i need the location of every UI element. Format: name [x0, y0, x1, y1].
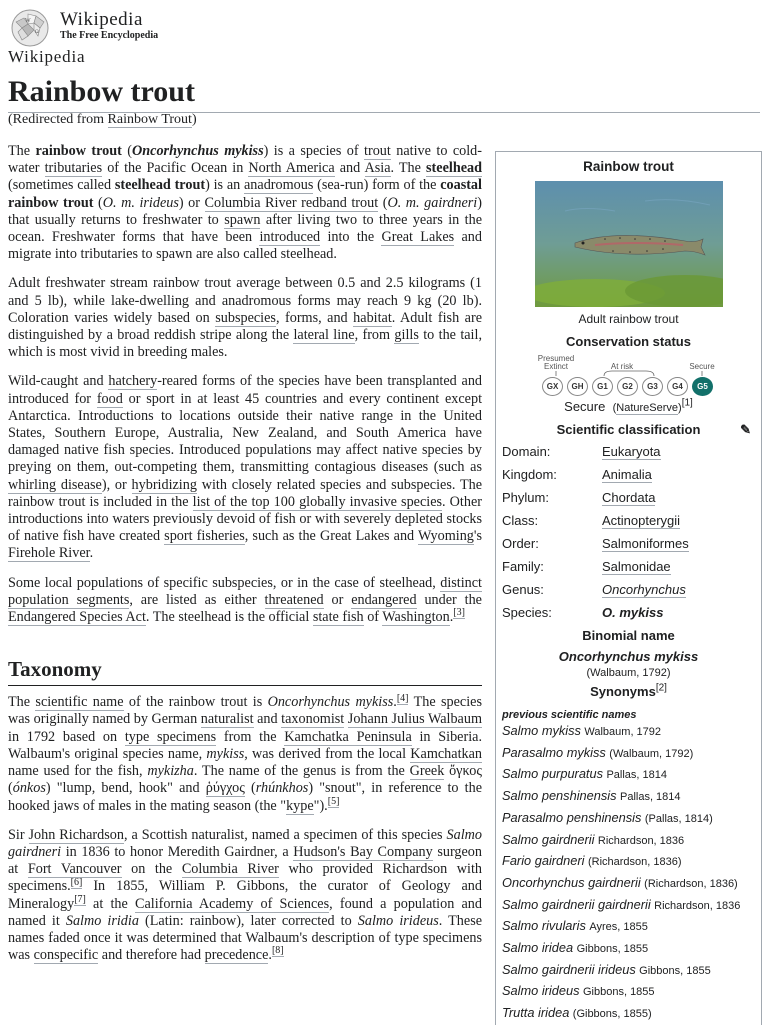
svg-text:W: W: [25, 18, 31, 24]
synonym-item: [496, 830, 761, 852]
link-endangered[interactable]: endangered: [351, 591, 417, 608]
link-wyoming[interactable]: Wyoming: [418, 528, 474, 545]
link-type-specimens[interactable]: type specimens: [124, 728, 217, 745]
link-kamchatkan[interactable]: Kamchatkan: [410, 745, 482, 762]
synonym-authority: Pallas, 1814: [619, 791, 681, 804]
link-oncorhynchus[interactable]: Oncorhynchus: [602, 582, 686, 597]
link-hatchery[interactable]: hatchery: [108, 373, 158, 390]
synonym-authority: Gibbons, 1855: [582, 986, 655, 999]
synonym-item: [496, 851, 761, 873]
lead-paragraph-3: Wild-caught and hatchery-reared forms of the species have been transplanted and introduced for food or sport in at least 45 countries and every continent except Antarctica. Introductions to locations outside their native range in the United States, Southern Europe, Australia, New Zealand, and South America have damaged native fish species. Introduced populations may affect native species by preying on them, out-competing them, transmitting contagious diseases (such as whirling disease), or hybridizing with closely related species and subspecies. The rainbow trout is included in the list of the top 100 globally invasive species. Other introductions into waters previously devoid of fish or with severely depleted stocks of native fish have created sport fisheries, such as the Great Lakes and Wyoming's Firehole River.: [8, 373, 483, 562]
taxonomy-paragraph-1: The scientific name of the rainbow trout is Oncorhynchus mykiss.[4] The species was originally named by German naturalist and taxonomist Johann Julius Walbaum in 1792 based on type specimens from the Kamchatka Peninsula in Siberia. Walbaum's original species name, mykiss, was derived from the local Kamchatkan name used for the fish, mykizha. The name of the genus is from the Greek ὄγκος (ónkos) "lump, bend, hook" and ῥύγχος (rhúnkhos) "snout", in reference to the hooked jaws of males in the mating season (the "kype").[5]: [8, 692, 482, 814]
classification-row: Species: O. mykiss: [502, 605, 664, 620]
synonym-list: [496, 721, 761, 1025]
link-columbia-river-redband-trout[interactable]: Columbia River redband trout: [204, 194, 379, 211]
link-washington[interactable]: Washington: [382, 609, 450, 626]
conservation-status-value: Secure (NatureServe)[1]: [564, 397, 693, 414]
synonym-name: Parasalmo penshinensis: [502, 809, 642, 825]
link-kype[interactable]: kype: [286, 797, 314, 814]
classification-table: [496, 440, 761, 624]
link-fort-vancouver[interactable]: Fort Vancouver: [27, 861, 122, 878]
status-g5-selected: G5: [692, 377, 713, 396]
link-state-fish[interactable]: state fish: [312, 609, 364, 626]
synonym-authority: Richardson, 1836: [654, 899, 741, 912]
link-firehole-river[interactable]: Firehole River: [8, 545, 90, 562]
link-salmoniformes[interactable]: Salmoniformes: [602, 536, 689, 551]
synonym-authority: Walbaum, 1792: [584, 726, 662, 738]
reference-3[interactable]: [3]: [453, 607, 465, 619]
link-actinopterygii[interactable]: Actinopterygii: [602, 513, 681, 528]
reference-7[interactable]: [7]: [74, 893, 86, 905]
link-habitat[interactable]: habitat: [353, 309, 392, 326]
lead-paragraph-1: The rainbow trout (Oncorhynchus mykiss) is a species of trout native to cold-water tributaries of the Pacific Ocean in North America and Asia. The steelhead (sometimes called steelhead trout) is an anadromous (sea-run) form of the coastal rainbow trout (O. m. irideus) or Columbia River redband trout (O. m. gairdneri) that usually returns to freshwater to spawn after living two to three years in the ocean. Freshwater forms that have been introduced into the Great Lakes and migrate into tributaries to spawn are also called steelhead.: [8, 143, 482, 263]
link-kamchatka-peninsula[interactable]: Kamchatka Peninsula: [284, 728, 412, 745]
link-rhunkhos[interactable]: ῥύγχος: [205, 780, 245, 797]
synonym-authority: Pallas, 1814: [606, 769, 668, 782]
link-trout[interactable]: trout: [364, 143, 391, 159]
synonym-item: [496, 764, 761, 786]
link-north-america[interactable]: North America: [248, 160, 335, 177]
synonym-name: Salmo gairdnerii: [502, 831, 595, 847]
synonym-authority: (Richardson, 1836): [644, 877, 738, 890]
infobox-title: Rainbow trout: [583, 159, 674, 174]
synonym-authority: (Gibbons, 1855): [572, 1008, 652, 1021]
synonym-authority: (Walbaum, 1792): [609, 747, 694, 760]
link-natureserve[interactable]: NatureServe: [616, 402, 679, 414]
section-heading-taxonomy: Taxonomy: [8, 656, 482, 686]
synonym-name: Fario gairdneri: [502, 853, 585, 869]
synonym-item: [496, 808, 761, 830]
reference-1[interactable]: [1]: [681, 397, 693, 409]
synonym-item: [496, 786, 761, 808]
binomial-name: Oncorhynchus mykiss: [558, 649, 699, 664]
link-scientific-name[interactable]: scientific name: [35, 694, 124, 711]
synonym-authority: Richardson, 1836: [597, 834, 685, 847]
link-california-academy-of-sciences[interactable]: California Academy of Sciences: [135, 895, 330, 912]
classification-row: Class: Actinopterygii: [502, 513, 681, 528]
redirect-link[interactable]: Rainbow Trout: [107, 112, 192, 127]
wikipedia-wordmark[interactable]: Wikipedia: [60, 9, 143, 30]
previous-names-label: previous scientific names: [502, 709, 637, 721]
link-introduced[interactable]: introduced: [259, 229, 321, 246]
status-g2: G2: [617, 377, 638, 396]
svg-text:Ω: Ω: [35, 30, 39, 35]
link-invasive-species-list[interactable]: list of the top 100 globally invasive species: [192, 493, 443, 510]
link-anadromous[interactable]: anadromous: [244, 177, 314, 194]
synonym-authority: Gibbons, 1855: [576, 943, 649, 956]
link-hybridizing[interactable]: hybridizing: [131, 476, 197, 493]
synonym-name: Salmo penshinensis: [502, 788, 617, 804]
lead-paragraph-4: Some local populations of specific subspecies, or in the case of steelhead, distinct population segments, are listed as either threatened or endangered under the Endangered Species Act. The steelhead is the official state fish of Washington.[3]: [8, 574, 482, 626]
link-whirling-disease[interactable]: whirling disease: [8, 476, 102, 493]
reference-8[interactable]: [8]: [271, 945, 284, 957]
synonym-item: [496, 721, 761, 743]
synonym-name: Salmo iridea: [502, 940, 574, 956]
classification-row: Domain: Eukaryota: [502, 444, 661, 459]
site-header: [8, 8, 208, 64]
synonym-name: Salmo gairdnerii gairdnerii: [502, 896, 651, 912]
link-eukaryota[interactable]: Eukaryota: [602, 444, 661, 459]
link-threatened[interactable]: threatened: [264, 591, 324, 608]
status-gx: GX: [542, 377, 563, 396]
link-hudsons-bay-company[interactable]: Hudson's Bay Company: [293, 843, 433, 860]
lead-paragraph-2: Adult freshwater stream rainbow trout average between 0.5 and 2.5 kilograms (1 and 5 lb), while lake-dwelling and anadromous forms may reach 9 kg (20 lb). Coloration varies widely based on subspecies, forms, and habitat. Adult fish are distinguished by a broad reddish stripe along the lateral line, from gills to the tail, which is most vivid in breeding males.: [8, 275, 483, 361]
page-title: Rainbow trout: [8, 74, 760, 113]
classification-row: Phylum: Chordata: [502, 490, 656, 505]
link-tributaries[interactable]: tributaries: [44, 160, 103, 177]
synonym-item: [496, 743, 761, 765]
article-body: [8, 143, 482, 976]
link-naturalist[interactable]: naturalist: [200, 711, 254, 728]
synonym-name: Salmo irideus: [502, 983, 580, 999]
synonym-item: [496, 895, 761, 917]
status-gh: GH: [567, 377, 588, 396]
synonym-item: [496, 916, 761, 938]
reference-2[interactable]: [2]: [655, 682, 667, 694]
edit-pencil-icon[interactable]: ✎: [740, 422, 751, 437]
synonym-authority: Ayres, 1855: [589, 921, 648, 934]
synonym-name: Salmo purpuratus: [502, 766, 604, 782]
tagline: The Free Encyclopedia: [60, 30, 159, 41]
link-gills[interactable]: gills: [394, 327, 419, 344]
link-precedence[interactable]: precedence: [204, 947, 269, 964]
classification-row: Order: Salmoniformes: [502, 536, 689, 551]
reference-4[interactable]: [4]: [396, 692, 409, 704]
link-john-richardson[interactable]: John Richardson: [28, 826, 124, 843]
link-salmonidae[interactable]: Salmonidae: [602, 559, 671, 574]
scientific-classification-heading: Scientific classification ✎: [556, 422, 751, 437]
status-g1: G1: [592, 377, 613, 396]
wikipedia-globe-logo[interactable]: [8, 8, 52, 48]
binomial-name-heading: Binomial name: [582, 628, 675, 643]
link-lateral-line[interactable]: lateral line: [293, 327, 355, 344]
link-spawn[interactable]: spawn: [224, 211, 261, 228]
taxonomy-paragraph-2: Sir John Richardson, a Scottish naturalist, named a specimen of this species Salmo gairdneri in 1836 to honor Meredith Gairdner, a Hudson's Bay Company surgeon at Fort Vancouver on the Columbia River who provided Richardson with specimens.[6] In 1855, William P. Gibbons, the curator of Geology and Mineralogy[7] at the California Academy of Sciences, found a population and named it Salmo iridia (Latin: rainbow), later corrected to Salmo irideus. These names faded once it was determined that Walbaum's description of type specimens was conspecific and therefore had precedence.[8]: [8, 826, 483, 964]
link-sport-fisheries[interactable]: sport fisheries: [164, 528, 245, 545]
link-great-lakes[interactable]: Great Lakes: [381, 229, 455, 246]
synonym-item: [496, 873, 761, 895]
status-g4: G4: [667, 377, 688, 396]
synonym-item: [496, 1003, 761, 1025]
link-animalia[interactable]: Animalia: [602, 467, 652, 482]
redirect-note: (Redirected from Rainbow Trout): [8, 112, 197, 127]
wikipedia-wordmark-secondary[interactable]: Wikipedia: [8, 47, 86, 66]
synonym-authority: (Pallas, 1814): [644, 812, 713, 825]
link-chordata[interactable]: Chordata: [602, 490, 656, 505]
link-johann-julius-walbaum[interactable]: Johann Julius Walbaum: [347, 711, 482, 728]
synonym-item: [496, 960, 761, 982]
link-greek[interactable]: Greek: [409, 763, 445, 780]
status-scale-bracket: [542, 369, 722, 377]
conservation-status-heading: Conservation status: [566, 334, 691, 349]
synonym-item: [496, 938, 761, 960]
classification-row: Kingdom: Animalia: [502, 467, 652, 482]
classification-row: Family: Salmonidae: [502, 559, 671, 574]
synonym-authority: (Richardson, 1836): [587, 856, 682, 869]
reference-5[interactable]: [5]: [327, 795, 340, 807]
classification-row: Genus: Oncorhynchus: [502, 582, 686, 597]
link-subspecies[interactable]: subspecies: [215, 309, 276, 326]
link-taxonomist[interactable]: taxonomist: [281, 711, 345, 728]
link-endangered-species-act[interactable]: Endangered Species Act: [8, 609, 146, 626]
infobox: [495, 151, 762, 1025]
link-asia[interactable]: Asia: [364, 160, 391, 177]
synonym-item: [496, 981, 761, 1003]
link-distinct-population-segments[interactable]: distinct population segments: [8, 574, 482, 608]
synonym-name: Oncorhynchus gairdnerii: [502, 874, 641, 890]
conservation-status-chart[interactable]: Presumed Extinct At risk Secure GX GH G1 G2 G3 G4 G5: [542, 355, 722, 395]
image-caption: Adult rainbow trout: [578, 312, 679, 326]
binomial-authority: (Walbaum, 1792): [586, 667, 671, 679]
link-columbia-river[interactable]: Columbia River: [181, 861, 279, 878]
link-conspecific[interactable]: conspecific: [33, 947, 99, 964]
synonym-name: Salmo mykiss: [502, 723, 581, 738]
synonyms-heading: Synonyms[2]: [590, 682, 667, 699]
trout-photo[interactable]: [535, 181, 723, 307]
synonym-name: Trutta iridea: [502, 1005, 570, 1021]
synonym-name: Salmo gairdnerii irideus: [502, 961, 636, 977]
status-g3: G3: [642, 377, 663, 396]
synonym-authority: Gibbons, 1855: [639, 964, 711, 977]
synonym-name: Parasalmo mykiss: [502, 744, 606, 760]
link-steelhead[interactable]: steelhead: [426, 160, 482, 177]
reference-6[interactable]: [6]: [70, 876, 83, 888]
link-food[interactable]: food: [96, 390, 123, 407]
synonym-name: Salmo rivularis: [502, 918, 586, 934]
